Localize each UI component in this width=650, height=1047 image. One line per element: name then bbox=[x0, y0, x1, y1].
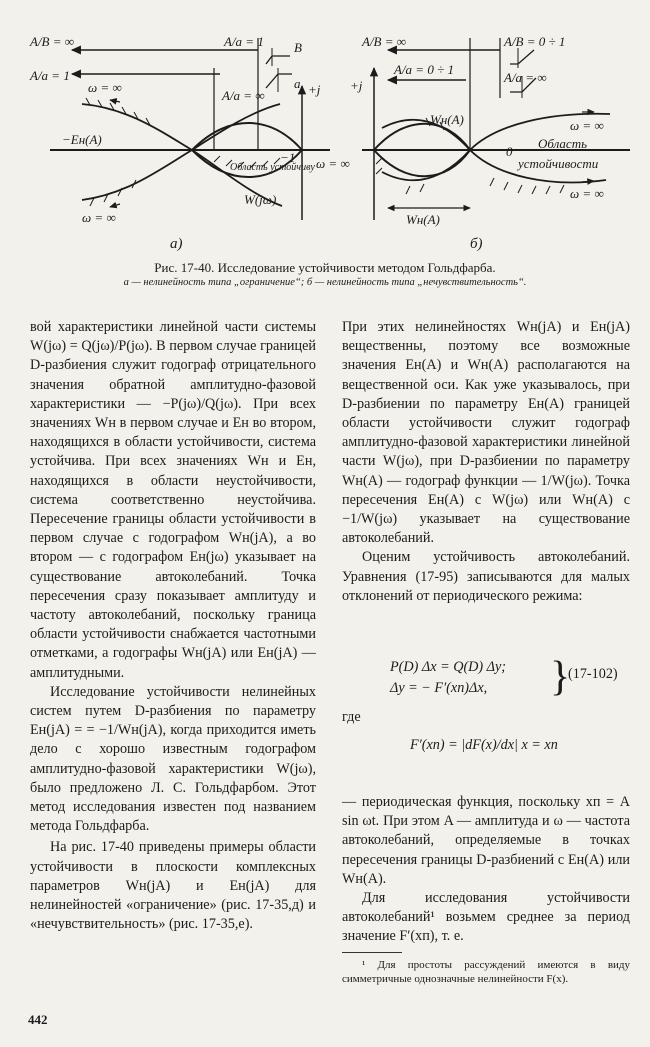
left-paragraph-3: На рис. 17-40 приведены примеры области устойчивости в плоскости комплексных параметров Wн(jA) и Eн(jA) для нелинейностей «ограничение» (рис. 17-35,д) и «нечувствительность» (рис. 17-35,е). bbox=[30, 839, 316, 933]
label-a-omega-right: ω = ∞ bbox=[316, 156, 350, 171]
label-a-minus-eh: −Eн(A) bbox=[62, 132, 102, 147]
label-b-aa-inf: A/a = ∞ bbox=[504, 70, 547, 85]
label-b-ab-01: A/B = 0 ÷ 1 bbox=[504, 34, 566, 49]
figure-caption-sub: а — нелинейность типа „ограничение“; б — нелинейность типа „нечувствительность“. bbox=[123, 277, 527, 288]
equation-line-2: Δy = − F′(xп)Δx, bbox=[390, 680, 488, 696]
right-column-continued bbox=[342, 793, 630, 947]
saturation-icon-a2 bbox=[266, 74, 292, 88]
label-a-omega-bottom: ω = ∞ bbox=[82, 210, 116, 225]
label-a-ab-inf: A/B = ∞ bbox=[30, 34, 75, 49]
page-number: 442 bbox=[28, 1012, 48, 1027]
label-a-omega-top: ω = ∞ bbox=[88, 80, 122, 95]
label-a-plus-j: +j bbox=[308, 82, 321, 97]
right-paragraph-4: Для исследования устойчивости автоколебаний¹ возьмем среднее за период значение F′(xп), т. е. bbox=[342, 890, 630, 945]
label-a-aa-inf: A/a = ∞ bbox=[222, 88, 265, 103]
saturation-icon-a bbox=[266, 56, 290, 64]
label-b-region1: Область bbox=[538, 136, 588, 151]
deadzone-icon-b1 bbox=[510, 50, 534, 64]
label-b-omega-top: ω = ∞ bbox=[570, 118, 604, 133]
label-a-minus-1: −1 bbox=[280, 150, 296, 165]
omega-arrow-a1 bbox=[110, 100, 120, 102]
figure-17-40 bbox=[10, 8, 640, 252]
left-paragraph-1: вой характеристики линейной части системы W(jω) = Q(jω)/P(jω). В первом случае границей D-разбиения служит годограф отрицательного значения обратной амплитудно-фазовой характеристики — −P(jω)/Q(jω). При всех значениях Wн в первом случае и Eн во втором, находящихся в области устойчивости, система устойчива. При всех значениях Wн и Eн, находящихся в области неустойчивости, система соответственно неустойчива. Пересечение границы области устойчивости в первом случае с годографом Wн(jA), а во втором — с годографом Eн(jω) указывает на существование автоколебаний. Точка пересечения сразу показывает амплитуду и частоту автоколебаний, поскольку граница области устойчивости снабжается частотными отметками, а годографы Wн(jA) или Eн(jA) — амплитудными. bbox=[30, 319, 316, 681]
label-a-b: B bbox=[294, 40, 302, 55]
label-b-wh-top: Wн(A) bbox=[430, 112, 464, 127]
label-b-aa-01: A/a = 0 ÷ 1 bbox=[394, 62, 454, 77]
right-paragraph-3: — периодическая функция, поскольку xп = A sin ωt. При этом A — амплитуда и ω — частота автоколебаний, определяемые в точках пересечения границы D-разбиений с Eн(A) или Wн(A). bbox=[342, 794, 630, 887]
right-paragraph-2: Оценим устойчивость автоколебаний. Уравнения (17-95) записываются для малых отклонений от периодического режима: bbox=[342, 549, 630, 604]
left-column bbox=[30, 318, 316, 935]
label-b-wh-bottom: Wн(A) bbox=[406, 212, 440, 227]
equation-derivative: F′(xп) = |dF(x)/dx| x = xп bbox=[410, 737, 558, 753]
right-column bbox=[342, 318, 630, 606]
left-paragraph-2: Исследование устойчивости нелинейных систем путем D-разбиения по параметру Eн(jA) = = −1/Wн(jA), когда приходится иметь дело с хорошо известным годографом амплитудно-фазовой характеристики W(jω), было предложено Л. С. Гольдфарбом. Этот метод исследования известен под названием метода Гольдфарба. bbox=[30, 683, 316, 835]
label-a-aa-1-top: A/a = 1 bbox=[224, 34, 264, 49]
sublabel-a: а) bbox=[170, 236, 183, 252]
label-b-zero: 0 bbox=[506, 144, 513, 159]
footnote: ¹ Для простоты рассуждений имеются в виду симметричные однозначные нелинейности F(x). bbox=[342, 959, 630, 985]
label-a-aa-1: A/a = 1 bbox=[30, 68, 70, 83]
s-curve-a2 bbox=[82, 104, 280, 200]
equation-17-102 bbox=[390, 654, 571, 700]
diagram-a bbox=[50, 38, 330, 220]
label-b-ab-inf: A/B = ∞ bbox=[362, 34, 407, 49]
label-a-region: Область устойчиву bbox=[230, 162, 315, 173]
label-a-small: a bbox=[294, 76, 301, 91]
figure-diagrams bbox=[10, 8, 640, 252]
sublabel-b: б) bbox=[470, 236, 483, 252]
figure-caption: Рис. 17-40. Исследование устойчивости методом Гольдфарба. bbox=[154, 260, 496, 275]
equation-number: (17-102) bbox=[568, 666, 618, 682]
right-paragraph-1: При этих нелинейностях Wн(jA) и Eн(jA) вещественны, поэтому все возможные значения Eн(A) и Wн(A) располагаются на вещественной оси. Как уже указывалось, при D-разбиении по параметру Eн(A) границей области устойчивости служит годограф амплитудно-фазовой характеристики линейной части W(jω), при D-разбиении по параметру Wн(A) — годограф функции — 1/W(jω). Точка пересечения Eн(A) с W(jω) или Wн(A) с −1/W(jω) указывает на существование автоколебаний. bbox=[342, 319, 630, 547]
label-a-w: W(jω) bbox=[244, 192, 277, 207]
label-b-region2: устойчивости bbox=[518, 156, 599, 171]
equation-brace: } bbox=[550, 654, 571, 700]
footnote-divider bbox=[342, 952, 402, 953]
where-word: где bbox=[342, 709, 361, 725]
label-b-plus-j: +j bbox=[350, 78, 363, 93]
s-curve-a1 bbox=[82, 104, 282, 206]
label-b-omega-bottom: ω = ∞ bbox=[570, 186, 604, 201]
w-curve-upper-a bbox=[192, 123, 302, 150]
diagram-b-labels bbox=[350, 34, 604, 227]
omega-arrow-a2 bbox=[110, 204, 120, 207]
equation-line-1: P(D) Δx = Q(D) Δy; bbox=[390, 659, 507, 675]
